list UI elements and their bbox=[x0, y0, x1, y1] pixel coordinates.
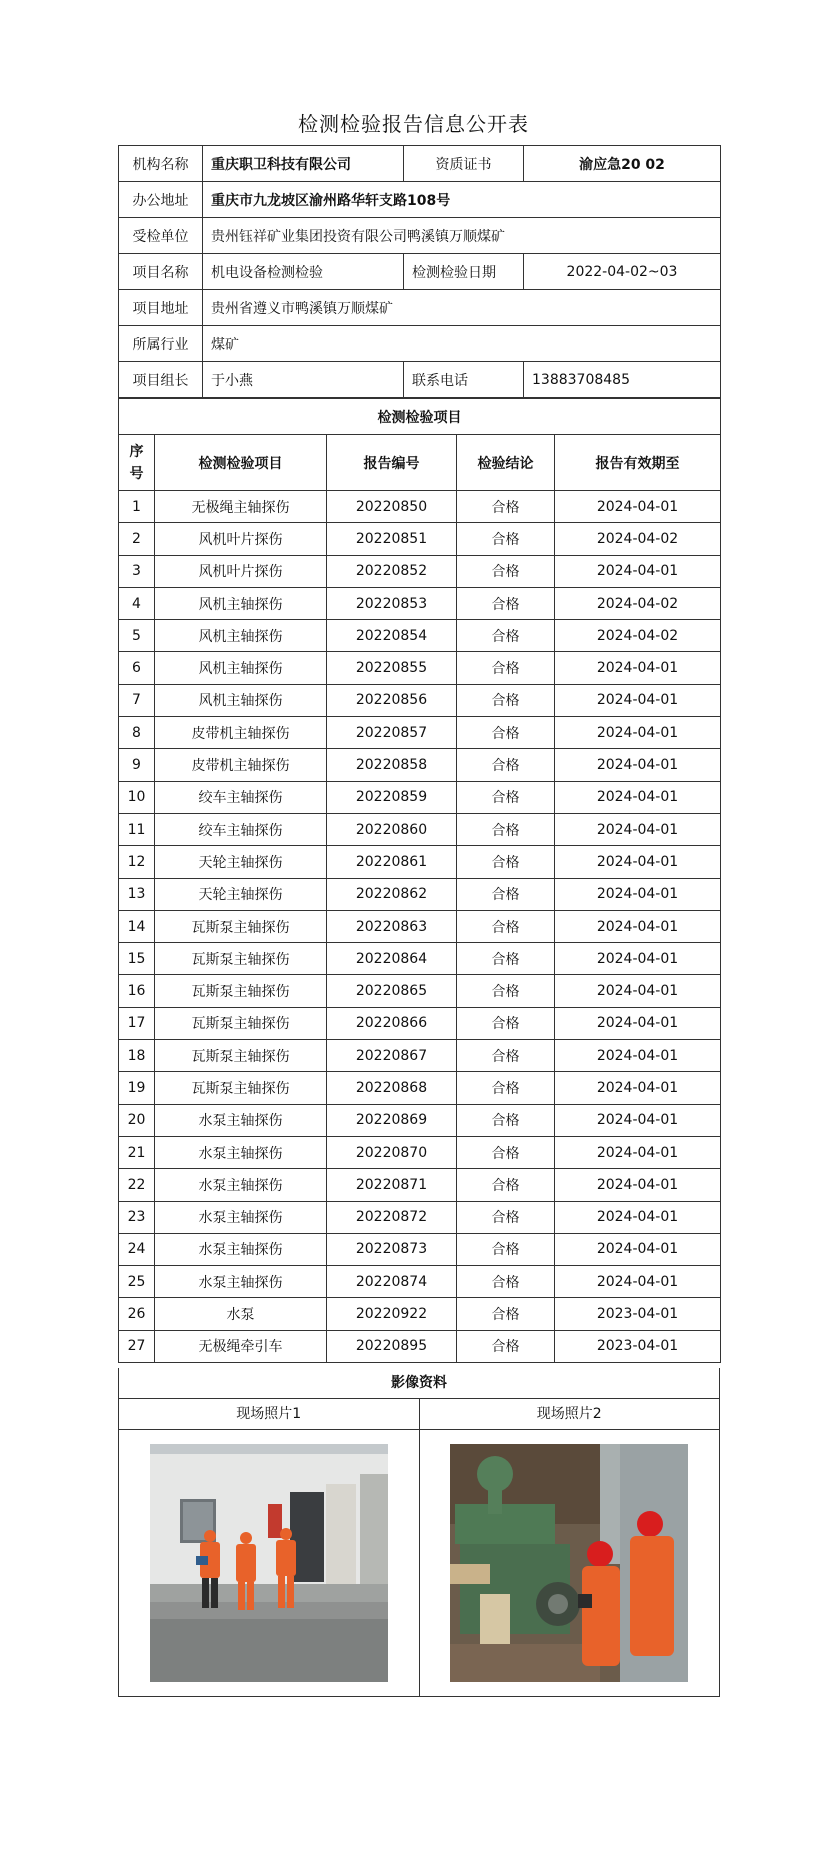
table-row bbox=[119, 1104, 721, 1136]
cell-report-no: 20220865 bbox=[327, 975, 457, 1007]
cell-item: 风机主轴探伤 bbox=[155, 587, 327, 619]
cell-item: 风机主轴探伤 bbox=[155, 620, 327, 652]
cell-item: 皮带机主轴探伤 bbox=[155, 717, 327, 749]
cell-item: 无极绳主轴探伤 bbox=[155, 491, 327, 523]
cell-seq: 13 bbox=[119, 878, 155, 910]
cell-report-no: 20220869 bbox=[327, 1104, 457, 1136]
office-label: 办公地址 bbox=[119, 182, 203, 218]
leader-row bbox=[119, 362, 721, 398]
cell-conclusion: 合格 bbox=[457, 943, 555, 975]
cell-report-no: 20220859 bbox=[327, 781, 457, 813]
header-item: 检测检验项目 bbox=[155, 435, 327, 491]
date-value: 2022-04-02~03 bbox=[524, 254, 721, 290]
project-row bbox=[119, 254, 721, 290]
cell-item: 皮带机主轴探伤 bbox=[155, 749, 327, 781]
cell-valid-until: 2024-04-01 bbox=[555, 717, 721, 749]
cell-report-no: 20220866 bbox=[327, 1007, 457, 1039]
table-row bbox=[119, 943, 721, 975]
cell-conclusion: 合格 bbox=[457, 878, 555, 910]
cell-conclusion: 合格 bbox=[457, 1266, 555, 1298]
cell-valid-until: 2024-04-01 bbox=[555, 781, 721, 813]
items-header-row bbox=[119, 435, 721, 491]
cell-conclusion: 合格 bbox=[457, 1136, 555, 1168]
cell-conclusion: 合格 bbox=[457, 523, 555, 555]
cell-item: 瓦斯泵主轴探伤 bbox=[155, 975, 327, 1007]
cell-seq: 3 bbox=[119, 555, 155, 587]
cell-conclusion: 合格 bbox=[457, 1040, 555, 1072]
client-label: 受检单位 bbox=[119, 218, 203, 254]
office-value: 重庆市九龙坡区渝州路华轩支路108号 bbox=[203, 182, 721, 218]
cell-conclusion: 合格 bbox=[457, 1007, 555, 1039]
cell-valid-until: 2024-04-01 bbox=[555, 1136, 721, 1168]
cell-valid-until: 2024-04-01 bbox=[555, 555, 721, 587]
cell-item: 水泵主轴探伤 bbox=[155, 1169, 327, 1201]
cell-report-no: 20220862 bbox=[327, 878, 457, 910]
project-label: 项目名称 bbox=[119, 254, 203, 290]
cell-report-no: 20220851 bbox=[327, 523, 457, 555]
items-section-row bbox=[119, 399, 721, 435]
cell-report-no: 20220863 bbox=[327, 910, 457, 942]
cell-report-no: 20220856 bbox=[327, 684, 457, 716]
cell-conclusion: 合格 bbox=[457, 1330, 555, 1362]
table-row bbox=[119, 749, 721, 781]
cell-report-no: 20220854 bbox=[327, 620, 457, 652]
client-value: 贵州钰祥矿业集团投资有限公司鸭溪镇万顺煤矿 bbox=[203, 218, 721, 254]
cell-item: 无极绳牵引车 bbox=[155, 1330, 327, 1362]
cell-item: 天轮主轴探伤 bbox=[155, 846, 327, 878]
cell-report-no: 20220922 bbox=[327, 1298, 457, 1330]
cell-seq: 26 bbox=[119, 1298, 155, 1330]
cell-seq: 21 bbox=[119, 1136, 155, 1168]
cell-seq: 27 bbox=[119, 1330, 155, 1362]
cell-report-no: 20220873 bbox=[327, 1233, 457, 1265]
site-photo-2 bbox=[450, 1444, 688, 1682]
table-row bbox=[119, 1201, 721, 1233]
leader-value: 于小燕 bbox=[203, 362, 404, 398]
cell-seq: 2 bbox=[119, 523, 155, 555]
cell-seq: 23 bbox=[119, 1201, 155, 1233]
cell-item: 绞车主轴探伤 bbox=[155, 813, 327, 845]
date-label: 检测检验日期 bbox=[404, 254, 524, 290]
cell-conclusion: 合格 bbox=[457, 587, 555, 619]
cell-conclusion: 合格 bbox=[457, 910, 555, 942]
cell-valid-until: 2024-04-01 bbox=[555, 846, 721, 878]
cell-valid-until: 2024-04-01 bbox=[555, 1169, 721, 1201]
table-row bbox=[119, 1266, 721, 1298]
cell-seq: 15 bbox=[119, 943, 155, 975]
cell-seq: 19 bbox=[119, 1072, 155, 1104]
photo2-caption: 现场照片2 bbox=[420, 1399, 720, 1430]
cell-conclusion: 合格 bbox=[457, 1169, 555, 1201]
cell-item: 瓦斯泵主轴探伤 bbox=[155, 910, 327, 942]
cell-item: 水泵主轴探伤 bbox=[155, 1201, 327, 1233]
cell-valid-until: 2024-04-02 bbox=[555, 620, 721, 652]
header-valid-until: 报告有效期至 bbox=[555, 435, 721, 491]
cell-seq: 16 bbox=[119, 975, 155, 1007]
cell-seq: 1 bbox=[119, 491, 155, 523]
cell-seq: 6 bbox=[119, 652, 155, 684]
cell-seq: 24 bbox=[119, 1233, 155, 1265]
cert-label: 资质证书 bbox=[404, 146, 524, 182]
cell-conclusion: 合格 bbox=[457, 652, 555, 684]
cell-valid-until: 2024-04-01 bbox=[555, 975, 721, 1007]
table-row bbox=[119, 717, 721, 749]
cell-seq: 18 bbox=[119, 1040, 155, 1072]
cell-seq: 11 bbox=[119, 813, 155, 845]
cell-report-no: 20220895 bbox=[327, 1330, 457, 1362]
cell-valid-until: 2024-04-01 bbox=[555, 1201, 721, 1233]
cell-item: 水泵主轴探伤 bbox=[155, 1233, 327, 1265]
cell-item: 瓦斯泵主轴探伤 bbox=[155, 1072, 327, 1104]
cell-report-no: 20220867 bbox=[327, 1040, 457, 1072]
site-label: 项目地址 bbox=[119, 290, 203, 326]
photos-section-title: 影像资料 bbox=[119, 1368, 719, 1399]
cell-valid-until: 2024-04-01 bbox=[555, 910, 721, 942]
cell-item: 水泵主轴探伤 bbox=[155, 1266, 327, 1298]
cell-item: 瓦斯泵主轴探伤 bbox=[155, 1040, 327, 1072]
cell-seq: 12 bbox=[119, 846, 155, 878]
cell-seq: 10 bbox=[119, 781, 155, 813]
cell-report-no: 20220850 bbox=[327, 491, 457, 523]
cell-conclusion: 合格 bbox=[457, 846, 555, 878]
table-row bbox=[119, 523, 721, 555]
cell-conclusion: 合格 bbox=[457, 491, 555, 523]
cell-item: 绞车主轴探伤 bbox=[155, 781, 327, 813]
phone-value: 13883708485 bbox=[524, 362, 721, 398]
cell-conclusion: 合格 bbox=[457, 1233, 555, 1265]
table-row bbox=[119, 878, 721, 910]
industry-value: 煤矿 bbox=[203, 326, 721, 362]
table-row bbox=[119, 1169, 721, 1201]
cell-item: 瓦斯泵主轴探伤 bbox=[155, 1007, 327, 1039]
org-label: 机构名称 bbox=[119, 146, 203, 182]
cell-valid-until: 2024-04-01 bbox=[555, 749, 721, 781]
table-row bbox=[119, 491, 721, 523]
table-row bbox=[119, 781, 721, 813]
info-table bbox=[118, 145, 721, 398]
cell-conclusion: 合格 bbox=[457, 975, 555, 1007]
cell-conclusion: 合格 bbox=[457, 684, 555, 716]
site-value: 贵州省遵义市鸭溪镇万顺煤矿 bbox=[203, 290, 721, 326]
items-table bbox=[118, 398, 721, 1363]
table-row bbox=[119, 555, 721, 587]
cell-item: 风机叶片探伤 bbox=[155, 523, 327, 555]
cell-report-no: 20220870 bbox=[327, 1136, 457, 1168]
office-row bbox=[119, 182, 721, 218]
cell-valid-until: 2023-04-01 bbox=[555, 1298, 721, 1330]
cell-conclusion: 合格 bbox=[457, 1201, 555, 1233]
page-title: 检测检验报告信息公开表 bbox=[298, 112, 529, 136]
cell-item: 风机主轴探伤 bbox=[155, 684, 327, 716]
table-row bbox=[119, 813, 721, 845]
cell-item: 水泵主轴探伤 bbox=[155, 1136, 327, 1168]
table-row bbox=[119, 587, 721, 619]
leader-label: 项目组长 bbox=[119, 362, 203, 398]
cell-item: 水泵主轴探伤 bbox=[155, 1104, 327, 1136]
cell-valid-until: 2024-04-01 bbox=[555, 491, 721, 523]
cell-conclusion: 合格 bbox=[457, 620, 555, 652]
cell-report-no: 20220872 bbox=[327, 1201, 457, 1233]
cell-report-no: 20220853 bbox=[327, 587, 457, 619]
cell-conclusion: 合格 bbox=[457, 717, 555, 749]
table-row bbox=[119, 652, 721, 684]
cell-conclusion: 合格 bbox=[457, 781, 555, 813]
cell-item: 风机叶片探伤 bbox=[155, 555, 327, 587]
table-row bbox=[119, 684, 721, 716]
cell-report-no: 20220857 bbox=[327, 717, 457, 749]
cell-seq: 8 bbox=[119, 717, 155, 749]
cell-seq: 22 bbox=[119, 1169, 155, 1201]
photo1-caption: 现场照片1 bbox=[119, 1399, 419, 1430]
header-seq: 序号 bbox=[119, 435, 155, 491]
cell-valid-until: 2024-04-02 bbox=[555, 587, 721, 619]
photos-section bbox=[118, 1368, 720, 1697]
cell-report-no: 20220874 bbox=[327, 1266, 457, 1298]
cell-item: 水泵 bbox=[155, 1298, 327, 1330]
cell-seq: 4 bbox=[119, 587, 155, 619]
org-row bbox=[119, 146, 721, 182]
cell-valid-until: 2024-04-01 bbox=[555, 1266, 721, 1298]
cell-valid-until: 2023-04-01 bbox=[555, 1330, 721, 1362]
industry-row bbox=[119, 326, 721, 362]
table-row bbox=[119, 1298, 721, 1330]
table-row bbox=[119, 846, 721, 878]
cell-report-no: 20220860 bbox=[327, 813, 457, 845]
cell-seq: 7 bbox=[119, 684, 155, 716]
client-row bbox=[119, 218, 721, 254]
phone-label: 联系电话 bbox=[404, 362, 524, 398]
org-value: 重庆职卫科技有限公司 bbox=[203, 146, 404, 182]
table-row bbox=[119, 975, 721, 1007]
cell-seq: 17 bbox=[119, 1007, 155, 1039]
table-row bbox=[119, 910, 721, 942]
header-conclusion: 检验结论 bbox=[457, 435, 555, 491]
table-row bbox=[119, 1330, 721, 1362]
items-section-title: 检测检验项目 bbox=[119, 399, 721, 435]
cell-valid-until: 2024-04-01 bbox=[555, 1104, 721, 1136]
table-row bbox=[119, 1040, 721, 1072]
table-row bbox=[119, 1007, 721, 1039]
table-row bbox=[119, 620, 721, 652]
cell-item: 瓦斯泵主轴探伤 bbox=[155, 943, 327, 975]
cell-seq: 14 bbox=[119, 910, 155, 942]
cell-seq: 25 bbox=[119, 1266, 155, 1298]
cell-valid-until: 2024-04-01 bbox=[555, 813, 721, 845]
site-row bbox=[119, 290, 721, 326]
cell-conclusion: 合格 bbox=[457, 1298, 555, 1330]
cell-conclusion: 合格 bbox=[457, 1104, 555, 1136]
cell-valid-until: 2024-04-01 bbox=[555, 1072, 721, 1104]
cell-valid-until: 2024-04-01 bbox=[555, 943, 721, 975]
site-photo-1 bbox=[150, 1444, 388, 1682]
cell-report-no: 20220861 bbox=[327, 846, 457, 878]
industry-label: 所属行业 bbox=[119, 326, 203, 362]
table-row bbox=[119, 1233, 721, 1265]
header-report-no: 报告编号 bbox=[327, 435, 457, 491]
cell-valid-until: 2024-04-01 bbox=[555, 878, 721, 910]
cell-seq: 9 bbox=[119, 749, 155, 781]
cell-conclusion: 合格 bbox=[457, 749, 555, 781]
cell-report-no: 20220871 bbox=[327, 1169, 457, 1201]
cell-conclusion: 合格 bbox=[457, 555, 555, 587]
cell-valid-until: 2024-04-01 bbox=[555, 1040, 721, 1072]
cell-item: 天轮主轴探伤 bbox=[155, 878, 327, 910]
cell-report-no: 20220864 bbox=[327, 943, 457, 975]
cell-item: 风机主轴探伤 bbox=[155, 652, 327, 684]
cell-report-no: 20220858 bbox=[327, 749, 457, 781]
cert-value: 渝应急20 02 bbox=[524, 146, 721, 182]
cell-conclusion: 合格 bbox=[457, 813, 555, 845]
cell-valid-until: 2024-04-01 bbox=[555, 652, 721, 684]
table-row bbox=[119, 1072, 721, 1104]
table-row bbox=[119, 1136, 721, 1168]
project-value: 机电设备检测检验 bbox=[203, 254, 404, 290]
cell-conclusion: 合格 bbox=[457, 1072, 555, 1104]
cell-report-no: 20220855 bbox=[327, 652, 457, 684]
cell-report-no: 20220868 bbox=[327, 1072, 457, 1104]
cell-seq: 5 bbox=[119, 620, 155, 652]
cell-valid-until: 2024-04-01 bbox=[555, 684, 721, 716]
cell-report-no: 20220852 bbox=[327, 555, 457, 587]
cell-valid-until: 2024-04-02 bbox=[555, 523, 721, 555]
cell-seq: 20 bbox=[119, 1104, 155, 1136]
cell-valid-until: 2024-04-01 bbox=[555, 1233, 721, 1265]
cell-valid-until: 2024-04-01 bbox=[555, 1007, 721, 1039]
